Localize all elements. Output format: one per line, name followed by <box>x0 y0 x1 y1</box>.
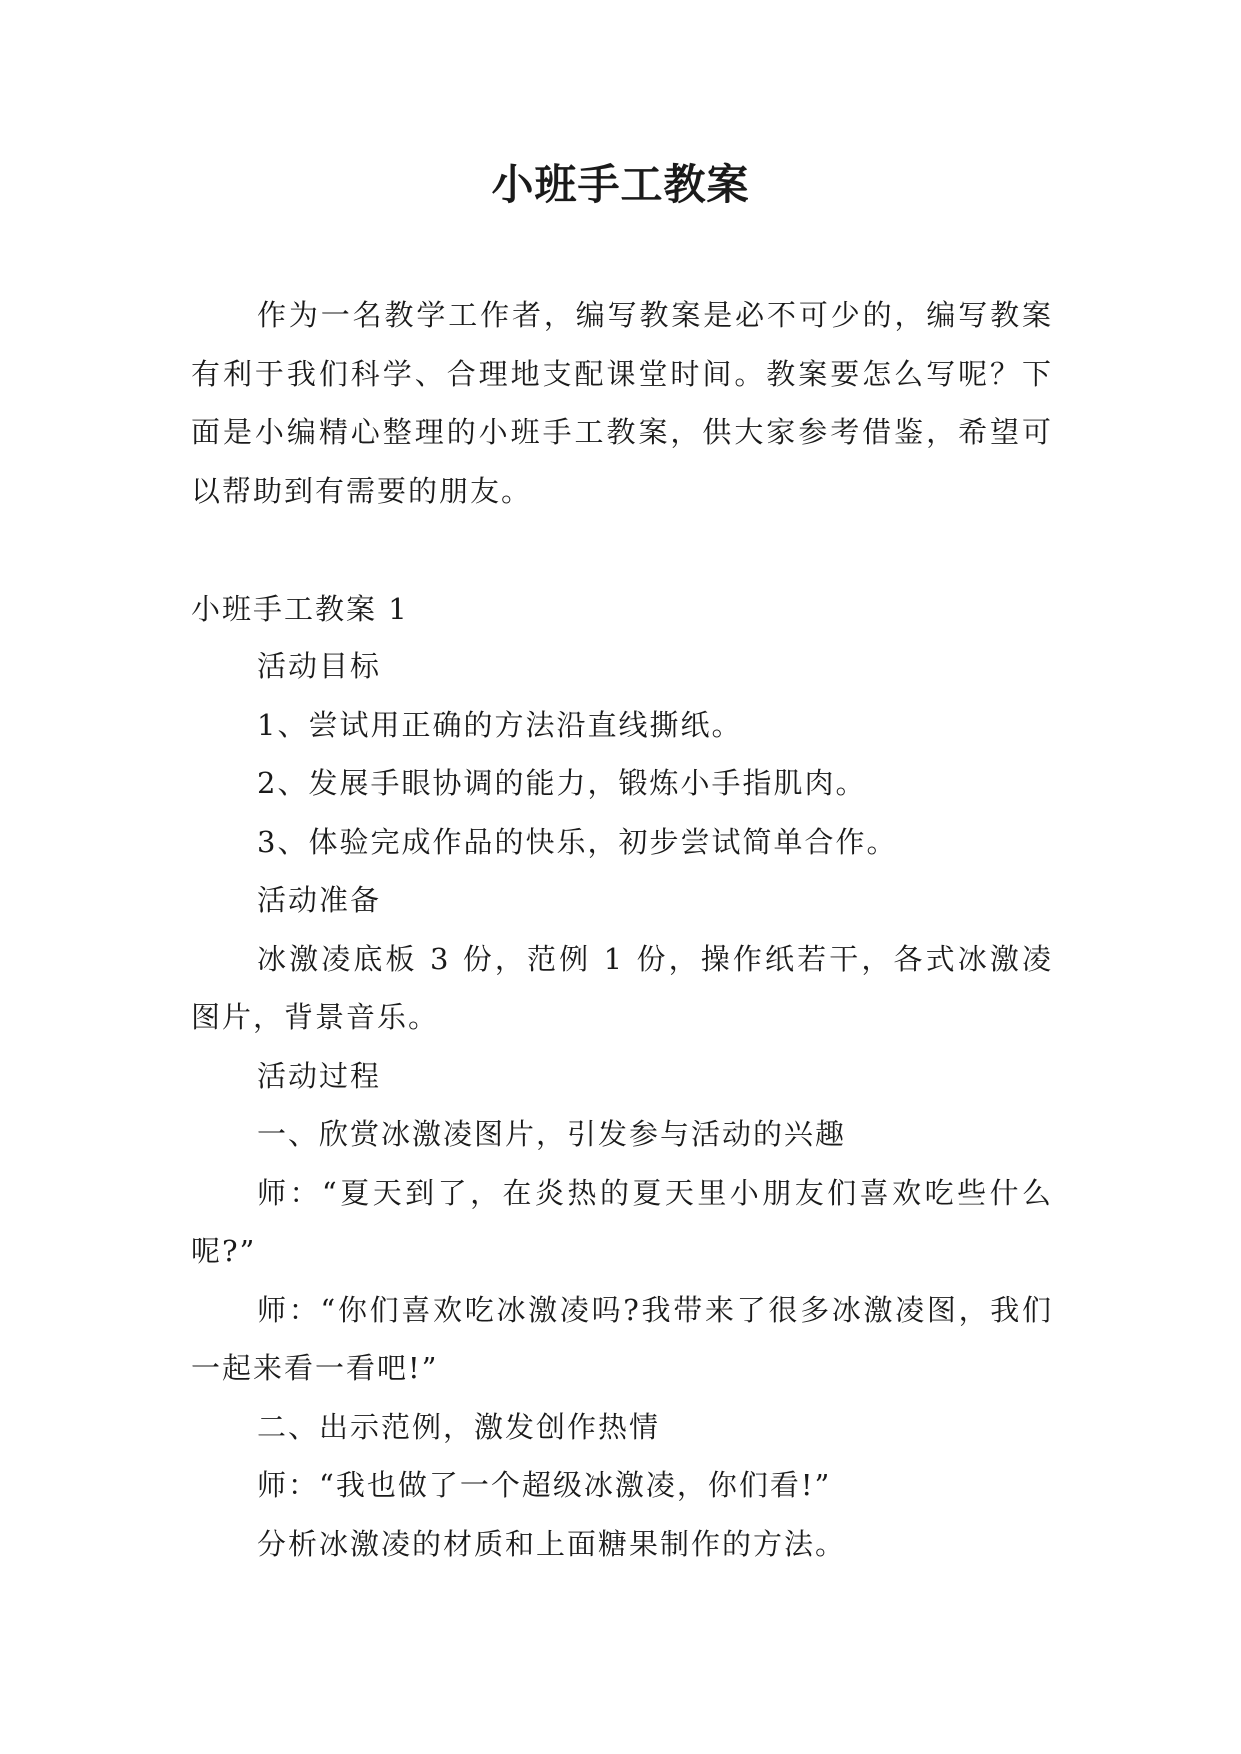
teacher-quote-3: 师：“我也做了一个超级冰激凌，你们看!” <box>257 1468 832 1502</box>
heading-activity-preparation: 活动准备 <box>257 883 382 917</box>
goal-item-1: 1、尝试用正确的方法沿直线撕纸。 <box>257 707 743 742</box>
goal-item-3: 3、体验完成作品的快乐，初步尝试简单合作。 <box>257 824 898 859</box>
intro-paragraph: 作为一名教学工作者，编写教案是必不可少的，编写教案有利于我们科学、合理地支配课堂时间。教案要怎么写呢？下面是小编精心整理的小班手工教案，供大家参考借鉴，希望可以帮助到有需要的朋友。 <box>191 298 1053 508</box>
process-step-1: 一、欣赏冰激凌图片，引发参与活动的兴趣 <box>257 1117 847 1151</box>
section-title: 小班手工教案 1 <box>191 592 409 626</box>
goal-item-2: 2、发展手眼协调的能力，锻炼小手指肌肉。 <box>257 766 867 800</box>
teacher-quote-2: 师：“你们喜欢吃冰激凌吗?我带来了很多冰激凌图，我们一起来看一看吧!” <box>191 1292 1053 1385</box>
analysis-paragraph: 分析冰激凌的材质和上面糖果制作的方法。 <box>257 1526 847 1561</box>
document-title: 小班手工教案 <box>491 160 750 209</box>
preparation-paragraph: 冰激凌底板 3 份，范例 1 份，操作纸若干，各式冰激凌图片，背景音乐。 <box>191 941 1053 1034</box>
teacher-quote-1: 师：“夏天到了，在炎热的夏天里小朋友们喜欢吃些什么呢?” <box>191 1175 1053 1268</box>
section-content <box>191 637 1053 1573</box>
heading-activity-process: 活动过程 <box>257 1058 382 1093</box>
heading-activity-goals: 活动目标 <box>257 649 382 683</box>
process-step-2: 二、出示范例，激发创作热情 <box>257 1409 661 1444</box>
